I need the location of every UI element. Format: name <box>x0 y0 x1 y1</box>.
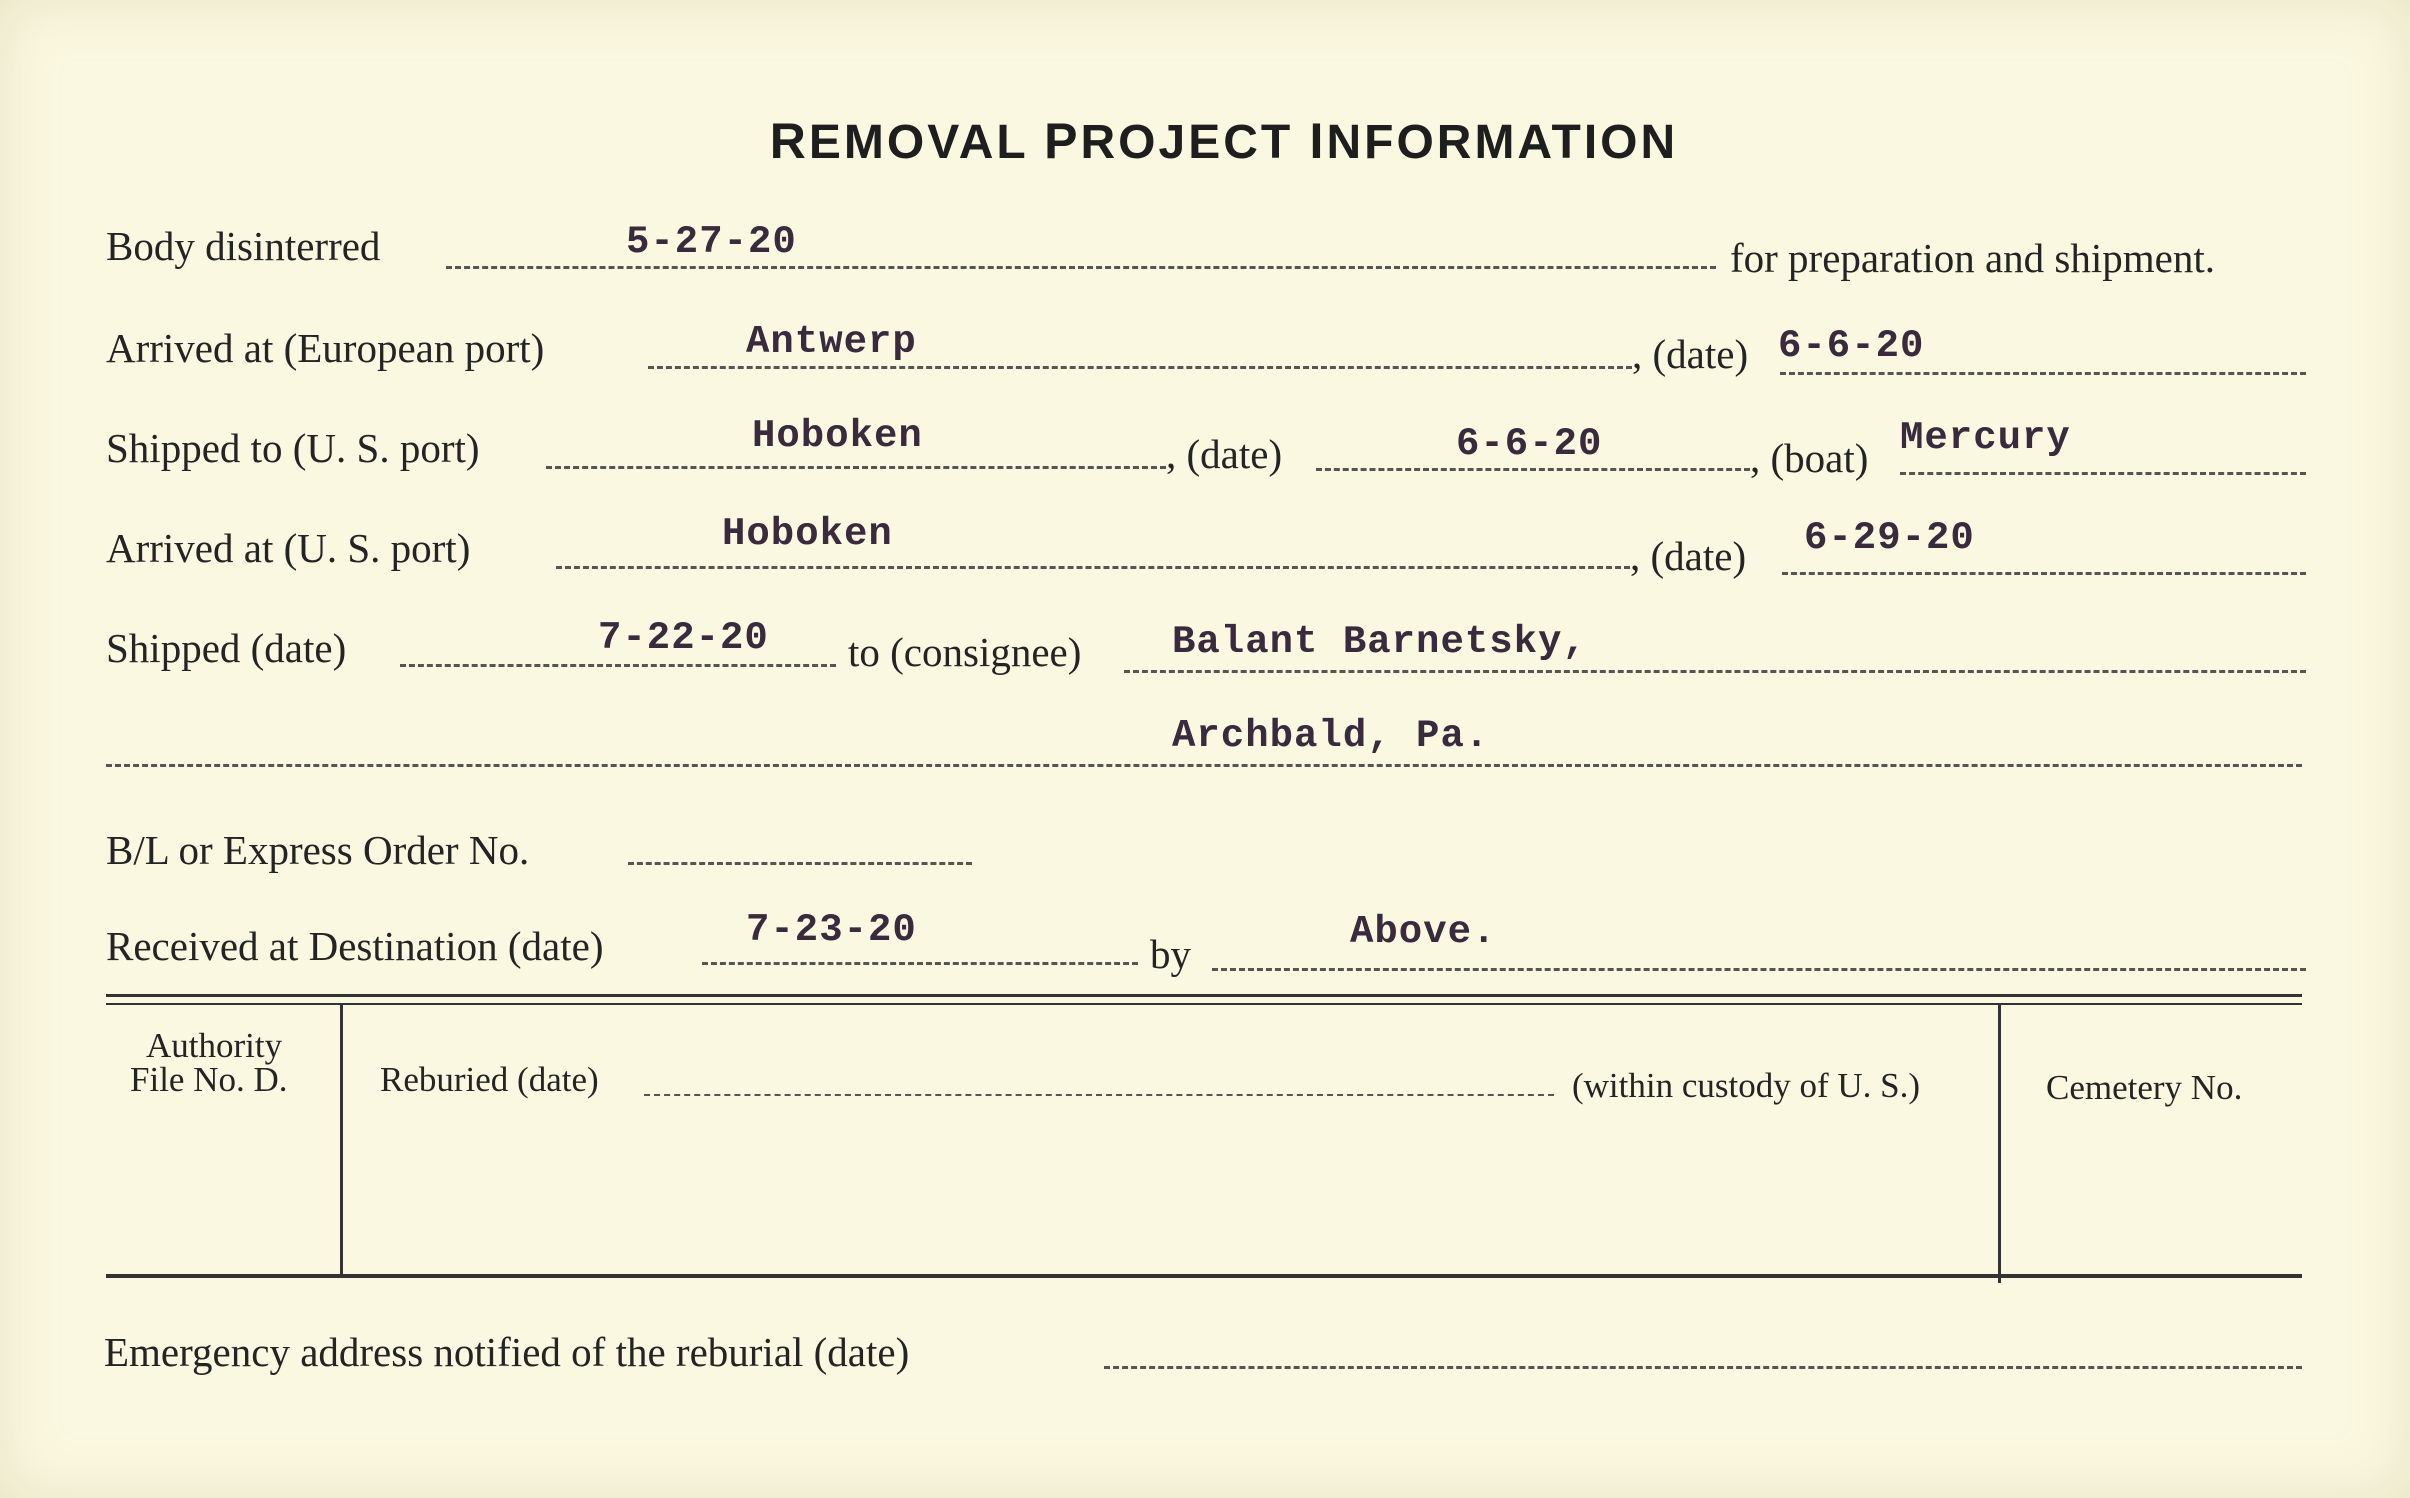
dash-european-port-date <box>1780 372 2306 375</box>
dash-disinterred <box>446 266 1716 269</box>
label-body-disinterred: Body disinterred <box>106 223 381 269</box>
label-for-preparation: for preparation and shipment. <box>1730 235 2216 281</box>
value-consignee-line1: Balant Barnetsky, <box>1172 620 1587 664</box>
dash-us-port <box>546 466 1166 469</box>
dash-reburied <box>644 1094 1554 1096</box>
dash-shipped-date <box>1316 468 1750 471</box>
dash-european-port <box>648 366 1632 369</box>
label-european-port-date: , (date) <box>1632 331 1749 377</box>
value-us-port-shipped: Hoboken <box>752 414 923 458</box>
box-top-rule-2 <box>106 1003 2302 1005</box>
label-by: by <box>1150 931 1191 977</box>
value-boat: Mercury <box>1900 416 2071 460</box>
label-cemetery-no: Cemetery No. <box>2046 1068 2243 1107</box>
dash-bl-order <box>628 862 972 865</box>
title-initial: R <box>769 113 809 169</box>
title-word: EMOVAL <box>808 116 1045 169</box>
form-title <box>0 112 2410 170</box>
dash-boat <box>1900 472 2306 475</box>
dash-received-by <box>1212 968 2306 971</box>
value-received-date: 7-23-20 <box>746 908 917 952</box>
label-bl-order: B/L or Express Order No. <box>106 827 530 873</box>
box-divider-right <box>1998 1003 2001 1283</box>
label-authority: Authority <box>146 1026 283 1065</box>
dash-arrived-us-port <box>556 566 1630 569</box>
label-received-destination: Received at Destination (date) <box>106 923 604 969</box>
title-initial: I <box>1309 113 1327 169</box>
title-word: ROJECT <box>1080 116 1310 169</box>
label-arrived-date: , (date) <box>1630 533 1747 579</box>
label-shipped-to-us-port: Shipped to (U. S. port) <box>106 425 480 471</box>
label-boat: , (boat) <box>1750 435 1869 481</box>
dash-received-date <box>702 962 1138 965</box>
label-shipped-date: , (date) <box>1166 431 1283 477</box>
dash-consignee <box>1124 670 2306 673</box>
title-initial: P <box>1044 113 1081 169</box>
dash-arrived-date <box>1782 572 2306 575</box>
value-european-port: Antwerp <box>746 320 917 364</box>
title-word: NFORMATION <box>1326 116 1679 169</box>
value-received-by: Above. <box>1350 910 1497 954</box>
label-emergency: Emergency address notified of the reburial (date) <box>104 1329 910 1375</box>
dash-consignee-line2 <box>106 764 2302 767</box>
dash-emergency <box>1104 1366 2302 1369</box>
box-top-rule-1 <box>106 994 2302 997</box>
label-arrived-us-port: Arrived at (U. S. port) <box>106 525 471 571</box>
value-shipped-date: 6-6-20 <box>1456 422 1603 466</box>
label-file-no: File No. D. <box>130 1060 288 1099</box>
value-shipped-consignee-date: 7-22-20 <box>598 616 769 660</box>
label-reburied: Reburied (date) <box>380 1060 599 1099</box>
dash-shipped-consignee-date <box>400 664 836 667</box>
value-arrived-date: 6-29-20 <box>1804 516 1975 560</box>
value-us-port-arrived: Hoboken <box>722 512 893 556</box>
label-shipped-date-consignee: Shipped (date) <box>106 625 347 671</box>
value-disinterred-date: 5-27-20 <box>626 220 797 264</box>
value-european-port-date: 6-6-20 <box>1778 324 1925 368</box>
label-arrived-european-port: Arrived at (European port) <box>106 325 545 371</box>
label-within-custody: (within custody of U. S.) <box>1572 1066 1921 1105</box>
box-divider-left <box>340 1003 343 1275</box>
value-consignee-line2: Archbald, Pa. <box>1172 714 1490 758</box>
label-to-consignee: to (consignee) <box>848 629 1082 675</box>
box-bottom-rule <box>106 1274 2302 1278</box>
